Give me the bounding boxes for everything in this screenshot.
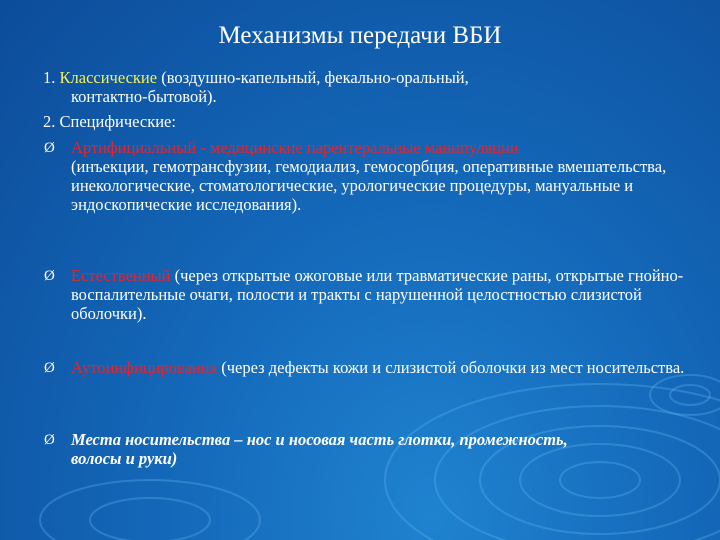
artificial-label: Артифициальный - медицинские парентеральные манипуляции xyxy=(71,138,519,157)
auto-text: (через дефекты кожи и слизистой оболочки из мест носительства. xyxy=(217,358,685,377)
auto-block xyxy=(71,358,696,377)
classic-continuation: контактно-бытовой). xyxy=(71,87,217,106)
slide-title: Механизмы передачи ВБИ xyxy=(218,22,502,49)
natural-block xyxy=(71,266,691,323)
artificial-text: (инъекции, гемотрансфузии, гемодиализ, гемосорбция, оперативные вмешательства, инекологические, стоматологические, урологические процедуры, мануальные и эндоскопические исследования). xyxy=(71,157,667,214)
carrier-block: Места носительства – нос и носовая часть глотки, промежность, волосы и руки) xyxy=(71,430,568,468)
bullet-arrow-icon: Ø xyxy=(44,360,55,376)
artificial-block xyxy=(71,138,711,214)
bullet-arrow-icon: Ø xyxy=(44,140,55,156)
classic-line xyxy=(43,68,469,87)
auto-label: Аутоинфицирования xyxy=(71,358,218,377)
specific-heading: 2. Специфические: xyxy=(43,112,176,131)
classic-label: Классические xyxy=(59,68,158,87)
bullet-arrow-icon: Ø xyxy=(44,432,55,448)
bullet-arrow-icon: Ø xyxy=(44,268,55,284)
classic-text: (воздушно-капельный, фекально-оральный, xyxy=(157,68,469,87)
natural-label: Естественный xyxy=(71,266,171,285)
classic-number: 1. xyxy=(43,68,56,87)
natural-text: (через открытые ожоговые или травматические раны, открытые гнойно-воспалительные очаги, полости и тракты с нарушенной целостностью слизистой оболочки). xyxy=(71,266,684,323)
